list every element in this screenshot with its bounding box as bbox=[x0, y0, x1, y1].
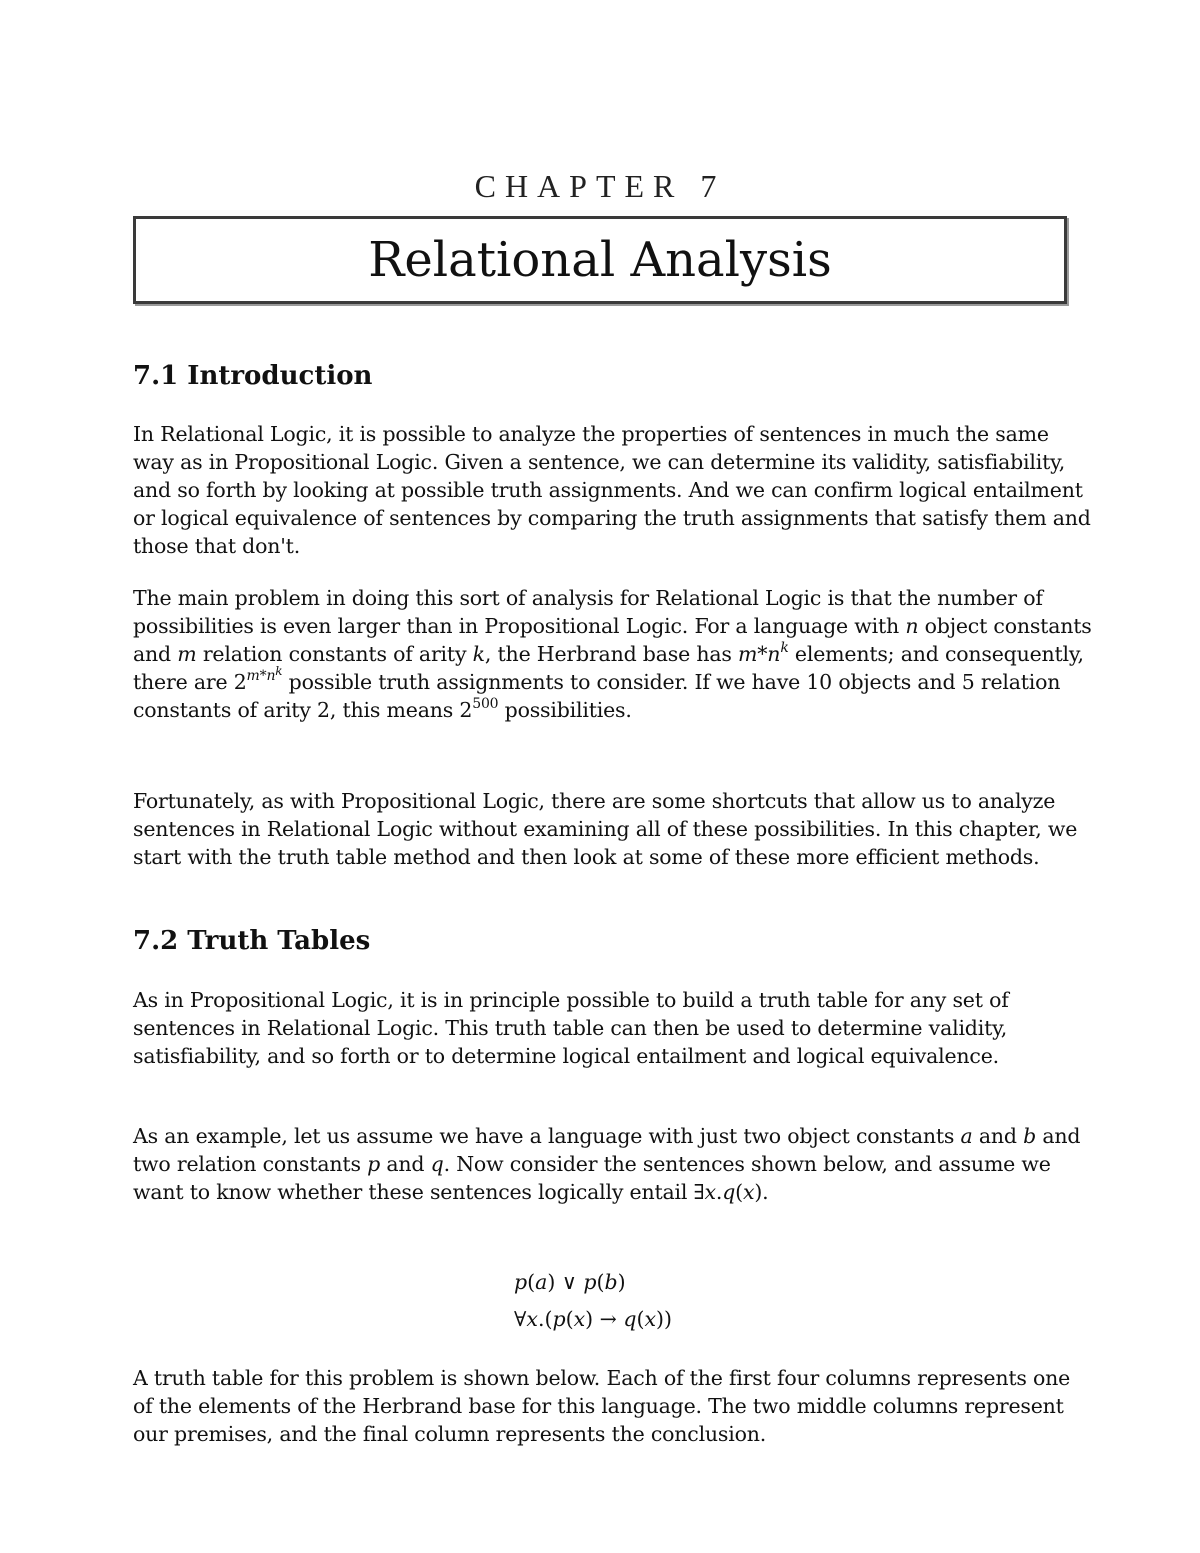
truth-tables-paragraph-3: A truth table for this problem is shown below. Each of the first four columns represents one of the elements of the Herbrand base for this language. The two middle columns represent our premises, and the final column represents the conclusion. bbox=[133, 1366, 1071, 1446]
truth-tables-paragraph-2: As an example, let us assume we have a language with just two object constants a and b and two relation constants p and q. Now consider the sentences shown below, and assume we want to know whether these sentences logically entail ∃x.q(x). bbox=[133, 1124, 1081, 1204]
chapter-title-box bbox=[133, 216, 1067, 304]
section-heading-introduction: 7.1 Introduction bbox=[133, 361, 373, 391]
premise-formula-1: p(a) ∨ p(b) bbox=[514, 1270, 626, 1294]
truth-tables-paragraph-1: As in Propositional Logic, it is in principle possible to build a truth table for any set of sentences in Relational Logic. This truth table can then be used to determine validity, satisfiability, and so forth or to determine logical entailment and logical equivalence. bbox=[133, 988, 1009, 1068]
chapter-label: CHAPTER 7 bbox=[474, 168, 726, 204]
intro-paragraph-3: Fortunately, as with Propositional Logic, there are some shortcuts that allow us to analyze sentences in Relational Logic without examining all of these possibilities. In this chapter, we start with the truth table method and then look at some of these more efficient methods. bbox=[133, 789, 1078, 869]
premise-formula-2: ∀x.(p(x) → q(x)) bbox=[514, 1307, 673, 1331]
section-heading-truth-tables: 7.2 Truth Tables bbox=[133, 926, 371, 956]
intro-paragraph-2: The main problem in doing this sort of analysis for Relational Logic is that the number of possibilities is even larger than in Propositional Logic. For a language with n object constants and m relation constants of arity k, the Herbrand base has $m*n^k$ elements; and consequently, there are $2^{m*n^k}$ possible truth assignments to consider. If we have 10 objects and 5 relation constants of arity 2, this means $2^{500}$ possibilities. bbox=[133, 586, 1092, 722]
chapter-title: Relational Analysis bbox=[368, 232, 832, 288]
intro-paragraph-1: In Relational Logic, it is possible to analyze the properties of sentences in much the same way as in Propositional Logic. Given a sentence, we can determine its validity, satisfiability, and so forth by looking at possible truth assignments. And we can confirm logical entailment or logical equivalence of sentences by comparing the truth assignments that satisfy them and those that don't. bbox=[133, 422, 1091, 558]
